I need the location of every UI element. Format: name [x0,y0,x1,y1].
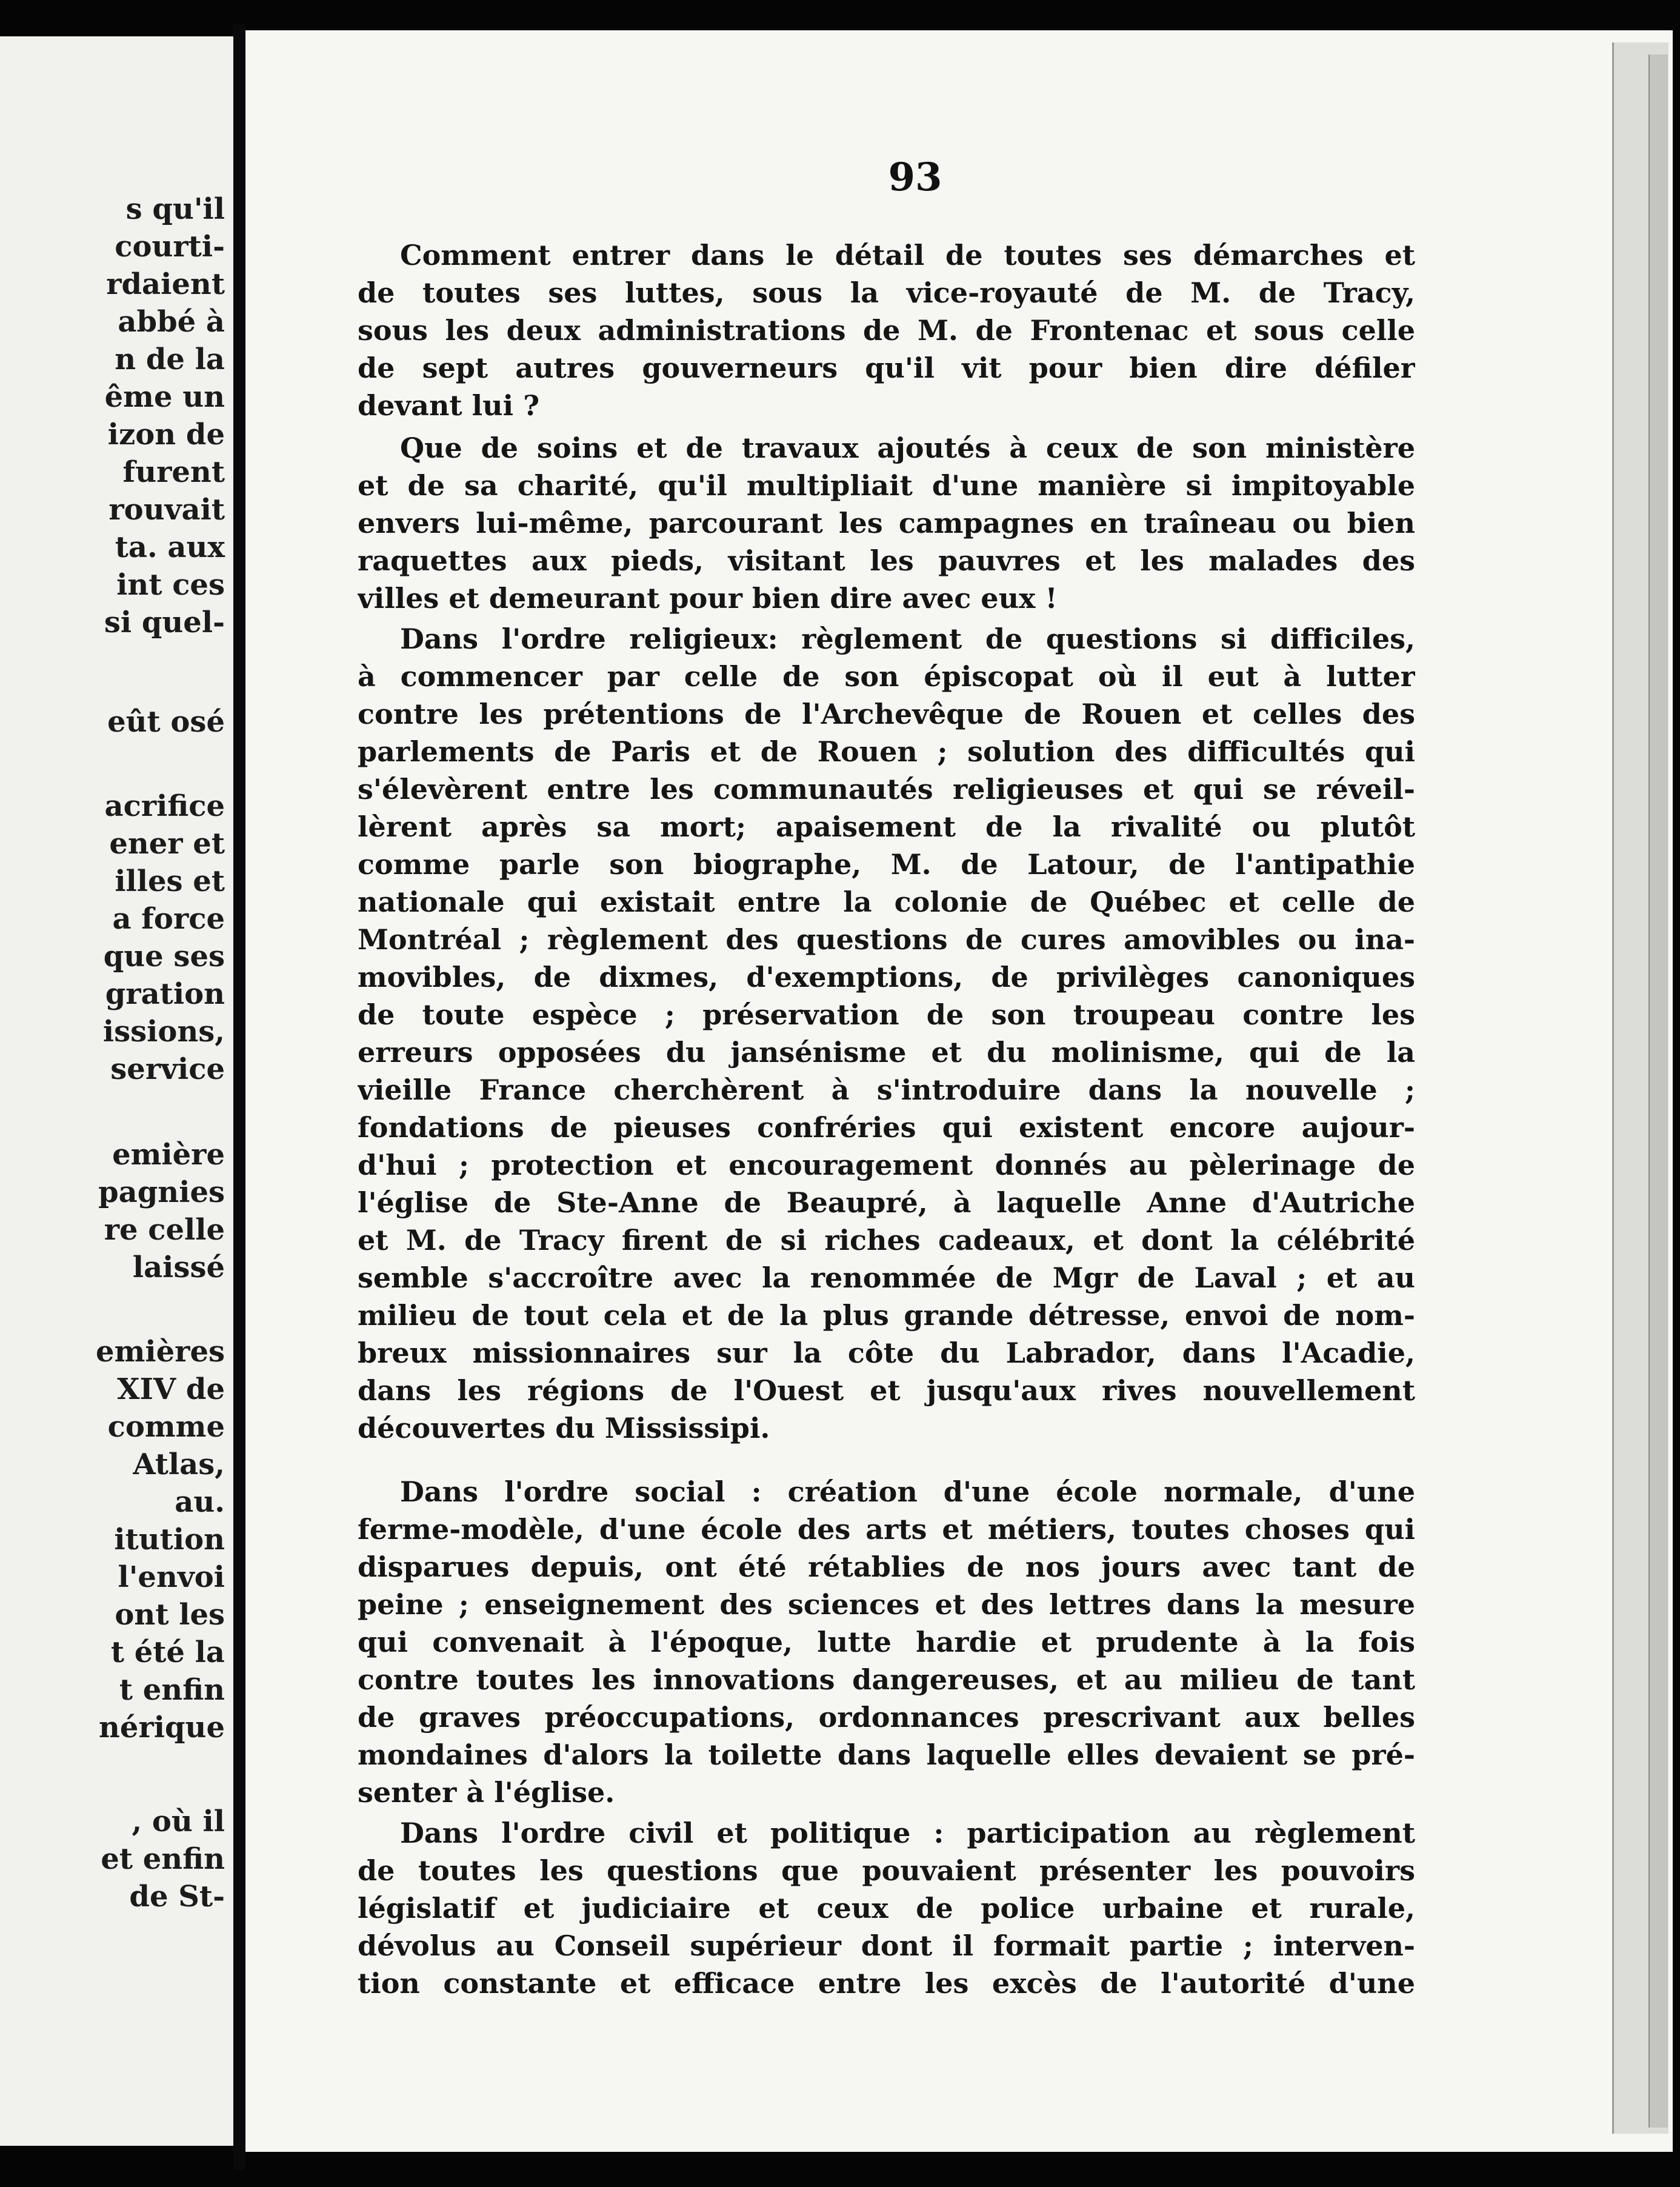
text-line: et M. de Tracy firent de si riches cadeaux, et dont la célébrité [358,1224,1415,1257]
text-line: de toutes les questions que pouvaient présenter les pouvoirs [358,1854,1415,1887]
text-line: devant lui ? [358,389,540,422]
fragment-line: et enfin [101,1842,225,1876]
fragment-line: n de la [115,342,225,376]
fragment-line: emières [96,1335,225,1369]
fragment-line: l'envoi [118,1560,225,1594]
text-line: de graves préoccupations, ordonnances prescrivant aux belles [358,1701,1415,1734]
fragment-line: ener et [109,827,225,861]
text-line: de sept autres gouverneurs qu'il vit pour bien dire défiler [358,352,1415,384]
text-line: Montréal ; règlement des questions de cures amovibles ou ina- [358,923,1415,956]
text-line: dans les régions de l'Ouest et jusqu'aux rives nouvellement [358,1374,1415,1407]
text-line: s'élevèrent entre les communautés religieuses et qui se réveil- [358,773,1415,806]
text-line: ferme-modèle, d'une école des arts et métiers, toutes choses qui [358,1513,1415,1546]
text-line: à commencer par celle de son épiscopat où il eut à lutter [358,660,1415,693]
fragment-line: emière [112,1138,225,1172]
fragment-line: abbé à [118,305,225,339]
fragment-line: issions, [102,1015,225,1049]
text-line: Comment entrer dans le détail de toutes ses démarches et [400,239,1415,272]
text-line: d'hui ; protection et encouragement donnés au pèlerinage de [358,1149,1415,1181]
fragment-line: nérique [99,1711,225,1745]
text-line: parlements de Paris et de Rouen ; solution des difficultés qui [358,735,1415,768]
text-line: senter à l'église. [358,1776,615,1809]
fragment-line: au. [175,1485,225,1519]
fragment-line: re celle [104,1213,225,1247]
text-line: breux missionnaires sur la côte du Labrador, dans l'Acadie, [358,1337,1415,1369]
text-line: semble s'accroître avec la renommée de Mgr de Laval ; et au [358,1261,1415,1294]
text-line: de toute espèce ; préservation de son troupeau contre les [358,998,1415,1031]
text-line: et de sa charité, qu'il multipliait d'une manière si impitoyable [358,469,1415,502]
fragment-line: acrifice [104,789,225,823]
text-line: législatif et judiciaire et ceux de police urbaine et rurale, [358,1892,1415,1925]
fragment-line: int ces [116,568,225,602]
text-line: Dans l'ordre religieux: règlement de questions si difficiles, [400,623,1415,655]
text-line: sous les deux administrations de M. de Frontenac et sous celle [358,314,1415,347]
text-line: villes et demeurant pour bien dire avec eux ! [358,582,1058,615]
text-line: nationale qui existait entre la colonie de Québec et celle de [358,886,1415,918]
fragment-line: de St- [129,1880,225,1914]
fragment-line: ême un [104,380,225,414]
fragment-line: illes et [115,864,225,898]
fragment-line: itution [114,1523,225,1557]
text-line: comme parle son biographe, M. de Latour, de l'antipathie [358,848,1415,881]
fragment-line: , où il [132,1805,225,1838]
text-line: l'église de Ste-Anne de Beaupré, à laquelle Anne d'Autriche [358,1186,1415,1219]
text-line: fondations de pieuses confréries qui existent encore aujour- [358,1111,1415,1144]
fragment-line: rdaient [106,267,225,301]
fragment-line: courti- [115,230,225,264]
text-line: dévolus au Conseil supérieur dont il formait partie ; interven- [358,1929,1415,1962]
fragment-line: gration [105,977,225,1011]
text-line: découvertes du Mississipi. [358,1412,770,1444]
text-line: contre toutes les innovations dangereuses, et au milieu de tant [358,1663,1415,1696]
text-line: de toutes ses luttes, sous la vice-royauté de M. de Tracy, [358,276,1415,309]
text-line: Dans l'ordre civil et politique : participation au règlement [400,1817,1415,1849]
fragment-line: izon de [107,418,225,452]
fragment-line: t été la [110,1635,225,1669]
fragment-line: a force [112,902,225,936]
page-number: 93 [888,155,942,200]
fragment-line: ta. aux [115,530,225,564]
fragment-line: ont les [115,1598,225,1632]
text-line: lèrent après sa mort; apaisement de la rivalité ou plutôt [358,810,1415,843]
fragment-line: pagnies [98,1175,225,1209]
text-line: peine ; enseignement des sciences et des lettres dans la mesure [358,1588,1415,1621]
fragment-line: eût osé [107,705,225,739]
text-line: envers lui-même, parcourant les campagnes en traîneau ou bien [358,507,1415,539]
facing-page-fragment [0,36,233,2146]
text-line: mondaines d'alors la toilette dans laquelle elles devaient se pré- [358,1738,1415,1771]
fragment-line: s qu'il [125,192,225,226]
text-line: milieu de tout cela et de la plus grande détresse, envoi de nom- [358,1299,1415,1332]
text-line: disparues depuis, ont été rétablies de nos jours avec tant de [358,1551,1415,1583]
text-line: vieille France cherchèrent à s'introduire dans la nouvelle ; [358,1073,1415,1106]
fragment-line: Atlas, [133,1447,225,1481]
fragment-line: t enfin [119,1673,225,1707]
page-edge [1648,55,1668,2128]
text-line: contre les prétentions de l'Archevêque de Rouen et celles des [358,698,1415,730]
fragment-line: comme [107,1410,225,1444]
fragment-line: furent [122,455,225,489]
text-line: raquettes aux pieds, visitant les pauvres et les malades des [358,544,1415,577]
fragment-line: XIV de [117,1372,225,1406]
fragment-line: si quel- [104,606,225,639]
fragment-line: que ses [103,940,225,973]
fragment-line: service [110,1052,225,1086]
fragment-line: laissé [132,1250,225,1284]
fragment-line: rouvait [108,493,225,527]
text-line: tion constante et efficace entre les excès de l'autorité d'une [358,1967,1415,2000]
text-line: Dans l'ordre social : création d'une école normale, d'une [400,1475,1415,1508]
text-line: movibles, de dixmes, d'exemptions, de privilèges canoniques [358,961,1415,993]
text-line: erreurs opposées du jansénisme et du molinisme, qui de la [358,1036,1415,1069]
text-line: Que de soins et de travaux ajoutés à ceux de son ministère [400,432,1415,464]
book-gutter [233,24,245,2170]
text-line: qui convenait à l'époque, lutte hardie et prudente à la fois [358,1626,1415,1658]
